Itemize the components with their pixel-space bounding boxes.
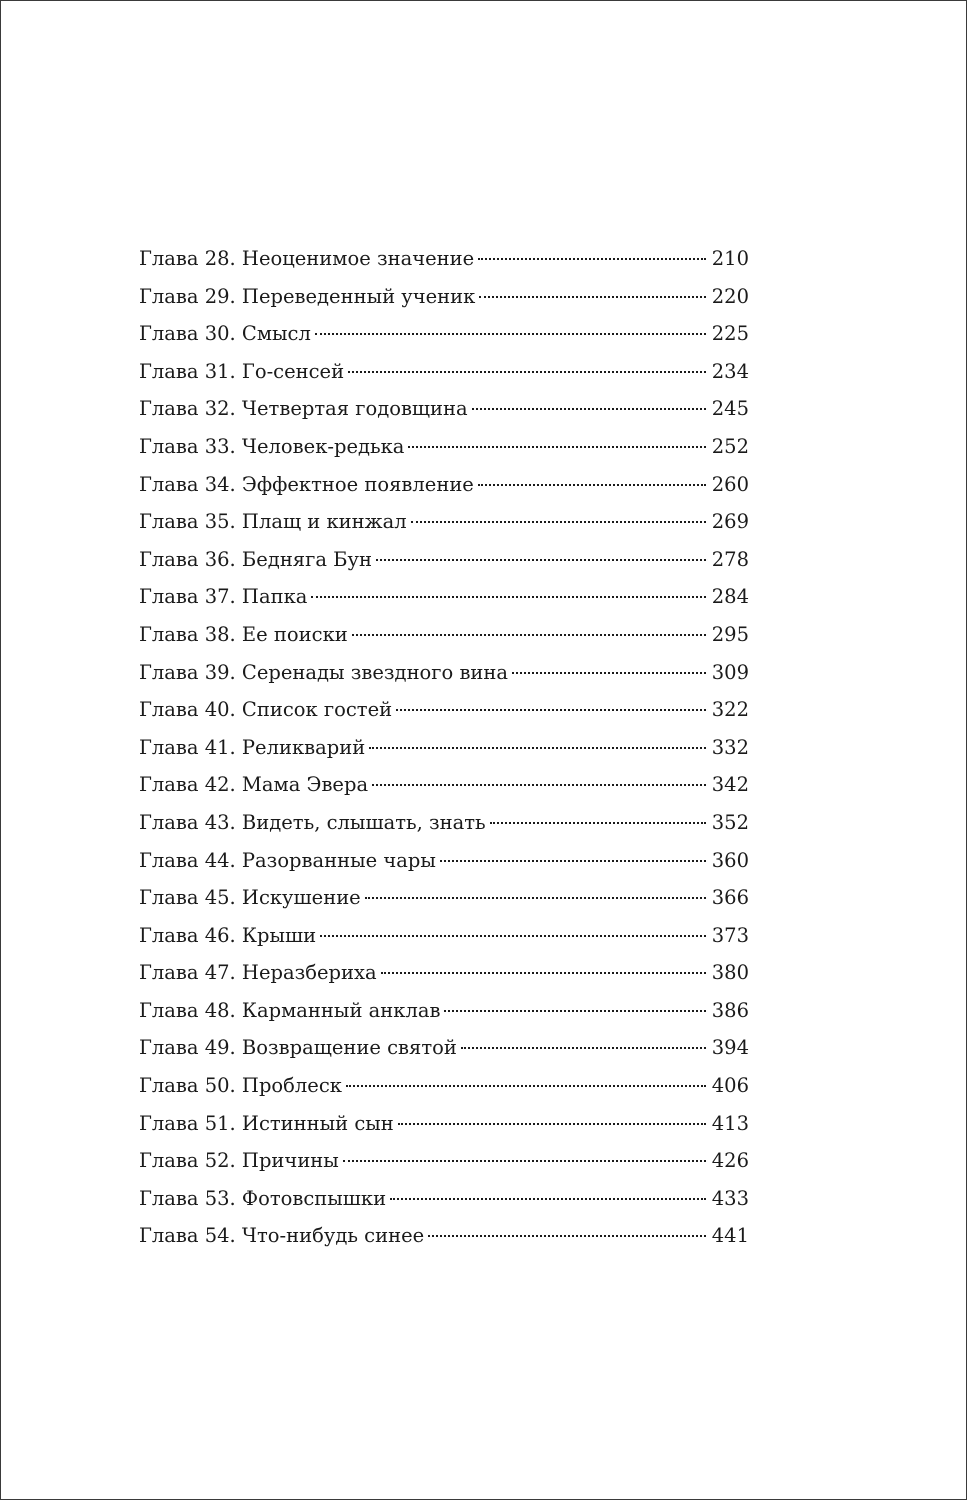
chapter-title: Глава 40. Список гостей (139, 698, 393, 722)
page-number: 352 (711, 810, 749, 834)
dot-leader (396, 709, 706, 711)
chapter-title: Глава 41. Реликварий (139, 735, 366, 759)
toc-entry (139, 390, 749, 428)
page-number: 406 (711, 1074, 749, 1098)
page-number: 260 (711, 472, 749, 496)
chapter-title: Глава 31. Го-сенсей (139, 359, 345, 383)
dot-leader (461, 1047, 706, 1049)
dot-leader (346, 1085, 706, 1087)
chapter-title: Глава 29. Переведенный ученик (139, 284, 476, 308)
dot-leader (320, 935, 706, 937)
dot-leader (352, 634, 706, 636)
page-number: 245 (711, 397, 749, 421)
toc-entry (139, 278, 749, 316)
page-number: 278 (711, 547, 749, 571)
dot-leader (376, 559, 706, 561)
chapter-title: Глава 35. Плащ и кинжал (139, 510, 407, 534)
page-number: 413 (711, 1111, 749, 1135)
page-number: 252 (711, 434, 749, 458)
page-number: 373 (711, 923, 749, 947)
chapter-title: Глава 50. Проблеск (139, 1074, 342, 1098)
toc-entry (139, 578, 749, 616)
page-number: 360 (711, 848, 749, 872)
toc-entry (139, 729, 749, 767)
toc-entry (139, 503, 749, 541)
chapter-title: Глава 49. Возвращение святой (139, 1036, 457, 1060)
toc-entry (139, 766, 749, 804)
dot-leader (348, 371, 706, 373)
dot-leader (478, 258, 706, 260)
chapter-title: Глава 51. Истинный сын (139, 1111, 394, 1135)
chapter-title: Глава 36. Бедняга Бун (139, 547, 372, 571)
dot-leader (478, 484, 706, 486)
toc-entry (139, 353, 749, 391)
page-number: 234 (711, 359, 749, 383)
toc-entry (139, 917, 749, 955)
dot-leader (408, 446, 705, 448)
page-number: 380 (711, 961, 749, 985)
toc-entry (139, 879, 749, 917)
dot-leader (369, 747, 706, 749)
chapter-title: Глава 43. Видеть, слышать, знать (139, 810, 486, 834)
page-number: 210 (711, 247, 749, 270)
page-number: 295 (711, 622, 749, 646)
page-number: 332 (711, 735, 749, 759)
dot-leader (444, 1010, 705, 1012)
toc-entry (139, 842, 749, 880)
toc-entry (139, 992, 749, 1030)
chapter-title: Глава 46. Крыши (139, 923, 317, 947)
page-number: 309 (711, 660, 749, 684)
chapter-title: Глава 28. Неоценимое значение (139, 247, 475, 270)
dot-leader (390, 1198, 706, 1200)
page-number: 225 (711, 322, 749, 346)
chapter-title: Глава 39. Серенады звездного вина (139, 660, 509, 684)
page-number: 284 (711, 585, 749, 609)
dot-leader (381, 972, 706, 974)
chapter-title: Глава 53. Фотовспышки (139, 1186, 387, 1210)
toc-entry (139, 240, 749, 278)
page-number: 394 (711, 1036, 749, 1060)
chapter-title: Глава 34. Эффектное появление (139, 472, 474, 496)
toc-entry (139, 315, 749, 353)
dot-leader (365, 897, 706, 899)
toc-entry (139, 466, 749, 504)
dot-leader (428, 1235, 706, 1237)
chapter-title: Глава 30. Смысл (139, 322, 311, 346)
chapter-title: Глава 45. Искушение (139, 886, 361, 910)
dot-leader (343, 1160, 706, 1162)
dot-leader (490, 822, 706, 824)
chapter-title: Глава 37. Папка (139, 585, 308, 609)
page-number: 366 (711, 886, 749, 910)
toc-entry (139, 654, 749, 692)
toc-entry (139, 691, 749, 729)
page-number: 433 (711, 1186, 749, 1210)
chapter-title: Глава 33. Человек-редька (139, 434, 405, 458)
dot-leader (512, 672, 706, 674)
toc-entry (139, 428, 749, 466)
dot-leader (311, 596, 705, 598)
toc-entry (139, 1142, 749, 1180)
toc-entry (139, 954, 749, 992)
toc-entry (139, 1105, 749, 1143)
toc-entry (139, 616, 749, 654)
toc-entry (139, 1217, 749, 1255)
page-number: 269 (711, 510, 749, 534)
chapter-title: Глава 52. Причины (139, 1149, 339, 1173)
toc-entry (139, 804, 749, 842)
chapter-title: Глава 54. Что-нибудь синее (139, 1224, 425, 1248)
chapter-title: Глава 48. Карманный анклав (139, 998, 441, 1022)
dot-leader (440, 860, 706, 862)
chapter-title: Глава 47. Неразбериха (139, 961, 377, 985)
toc-entry (139, 1067, 749, 1105)
page-number: 426 (711, 1149, 749, 1173)
page-number: 322 (711, 698, 749, 722)
page-number: 441 (711, 1224, 749, 1248)
chapter-title: Глава 44. Разорванные чары (139, 848, 436, 872)
dot-leader (372, 784, 706, 786)
dot-leader (411, 521, 706, 523)
chapter-title: Глава 38. Ее поиски (139, 622, 348, 646)
page-number: 386 (711, 998, 749, 1022)
chapter-title: Глава 42. Мама Эвера (139, 773, 369, 797)
dot-leader (315, 333, 706, 335)
table-of-contents (139, 240, 749, 1255)
dot-leader (472, 408, 706, 410)
toc-entry (139, 1029, 749, 1067)
page-number: 342 (711, 773, 749, 797)
dot-leader (479, 296, 705, 298)
toc-entry (139, 541, 749, 579)
chapter-title: Глава 32. Четвертая годовщина (139, 397, 468, 421)
dot-leader (398, 1123, 706, 1125)
page-number: 220 (711, 284, 749, 308)
toc-entry (139, 1180, 749, 1218)
